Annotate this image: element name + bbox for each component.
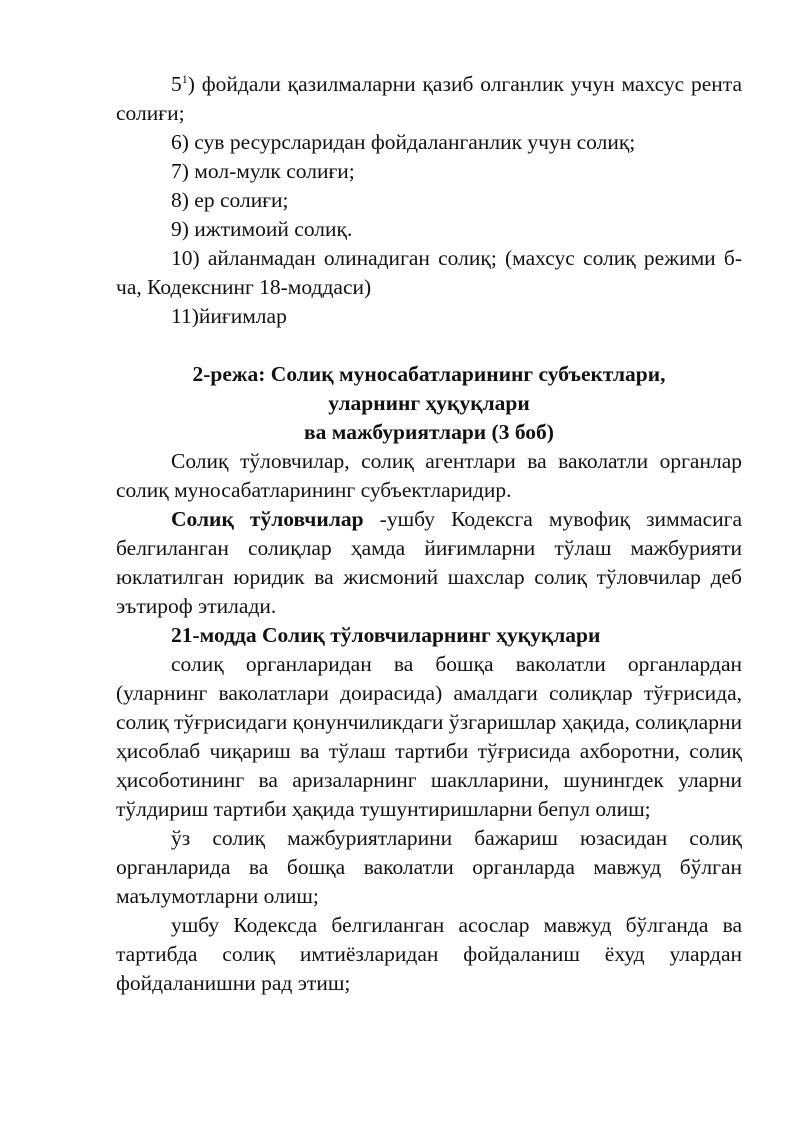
- list-item-11: 11)йиғимлар: [171, 304, 287, 328]
- article-21-paragraph-3: ушбу Кодексда белгиланган асослар мавжуд бўлганда ва тартибда солиқ имтиёзларидан фойдаланиш ёхуд улардан фойдаланишни рад этиш;: [116, 913, 742, 995]
- definition-text: -ушбу Кодексга мувофиқ зиммасига белгиланган солиқлар ҳамда йиғимларни тўлаш мажбурияти юклатилган юридик ва жисмоний шахслар солиқ тўловчилар деб эътироф этилади.: [116, 507, 742, 618]
- list-item-9: 9) ижтимоий солиқ.: [171, 217, 353, 241]
- section-heading-line-2: уларнинг ҳуқуқлари: [328, 391, 530, 415]
- article-21-paragraph-1: солиқ органларидан ва бошқа ваколатли органлардан (уларнинг ваколатлари доирасида) амалдаги солиқлар тўғрисида, солиқ тўғрисидаги қонунчиликдаги ўзгаришлар ҳақида, солиқларни ҳисоблаб чиқариш ва тўлаш тартиби тўғрисида ахборотни, солиқ ҳисоботининг ва аризаларнинг шаклларини, шунингдек уларни тўлдириш тартиби ҳақида тушунтиришларни бепул олиш;: [116, 652, 742, 821]
- item-number: 5: [171, 72, 182, 96]
- article-21-paragraph-2: ўз солиқ мажбуриятларини бажариш юзасидан солиқ органларида ва бошқа ваколатли органларда мавжуд бўлган маълумотларни олиш;: [116, 826, 742, 908]
- item-text: ) фойдали қазилмаларни қазиб олганлик учун махсус рента солиғи;: [116, 72, 742, 125]
- section-heading-line-1: 2-режа: Солиқ муносабатларининг субъектлари,: [192, 362, 666, 386]
- definition-paragraph: [116, 505, 742, 621]
- list-item-10: 10) айланмадан олинадиган солиқ; (махсус солиқ режими б-ча, Кодекснинг 18-моддаси): [116, 246, 742, 299]
- intro-paragraph: Солиқ тўловчилар, солиқ агентлари ва ваколатли органлар солиқ муносабатларининг субъектларидир.: [116, 449, 742, 502]
- definition-term: Солиқ тўловчилар: [171, 507, 364, 531]
- spacer: [116, 331, 742, 360]
- article-21-heading: 21-модда Солиқ тўловчиларнинг ҳуқуқлари: [171, 623, 601, 647]
- list-item-7: 7) мол-мулк солиғи;: [171, 159, 355, 183]
- section-heading-line-3: ва мажбуриятлари (3 боб): [304, 420, 554, 444]
- list-item-5-1: [116, 70, 742, 128]
- superscript: 1: [181, 72, 188, 86]
- list-item-6: 6) сув ресурсларидан фойдаланганлик учун солиқ;: [171, 130, 636, 154]
- document-page: [116, 70, 742, 998]
- list-item-8: 8) ер солиғи;: [171, 188, 289, 212]
